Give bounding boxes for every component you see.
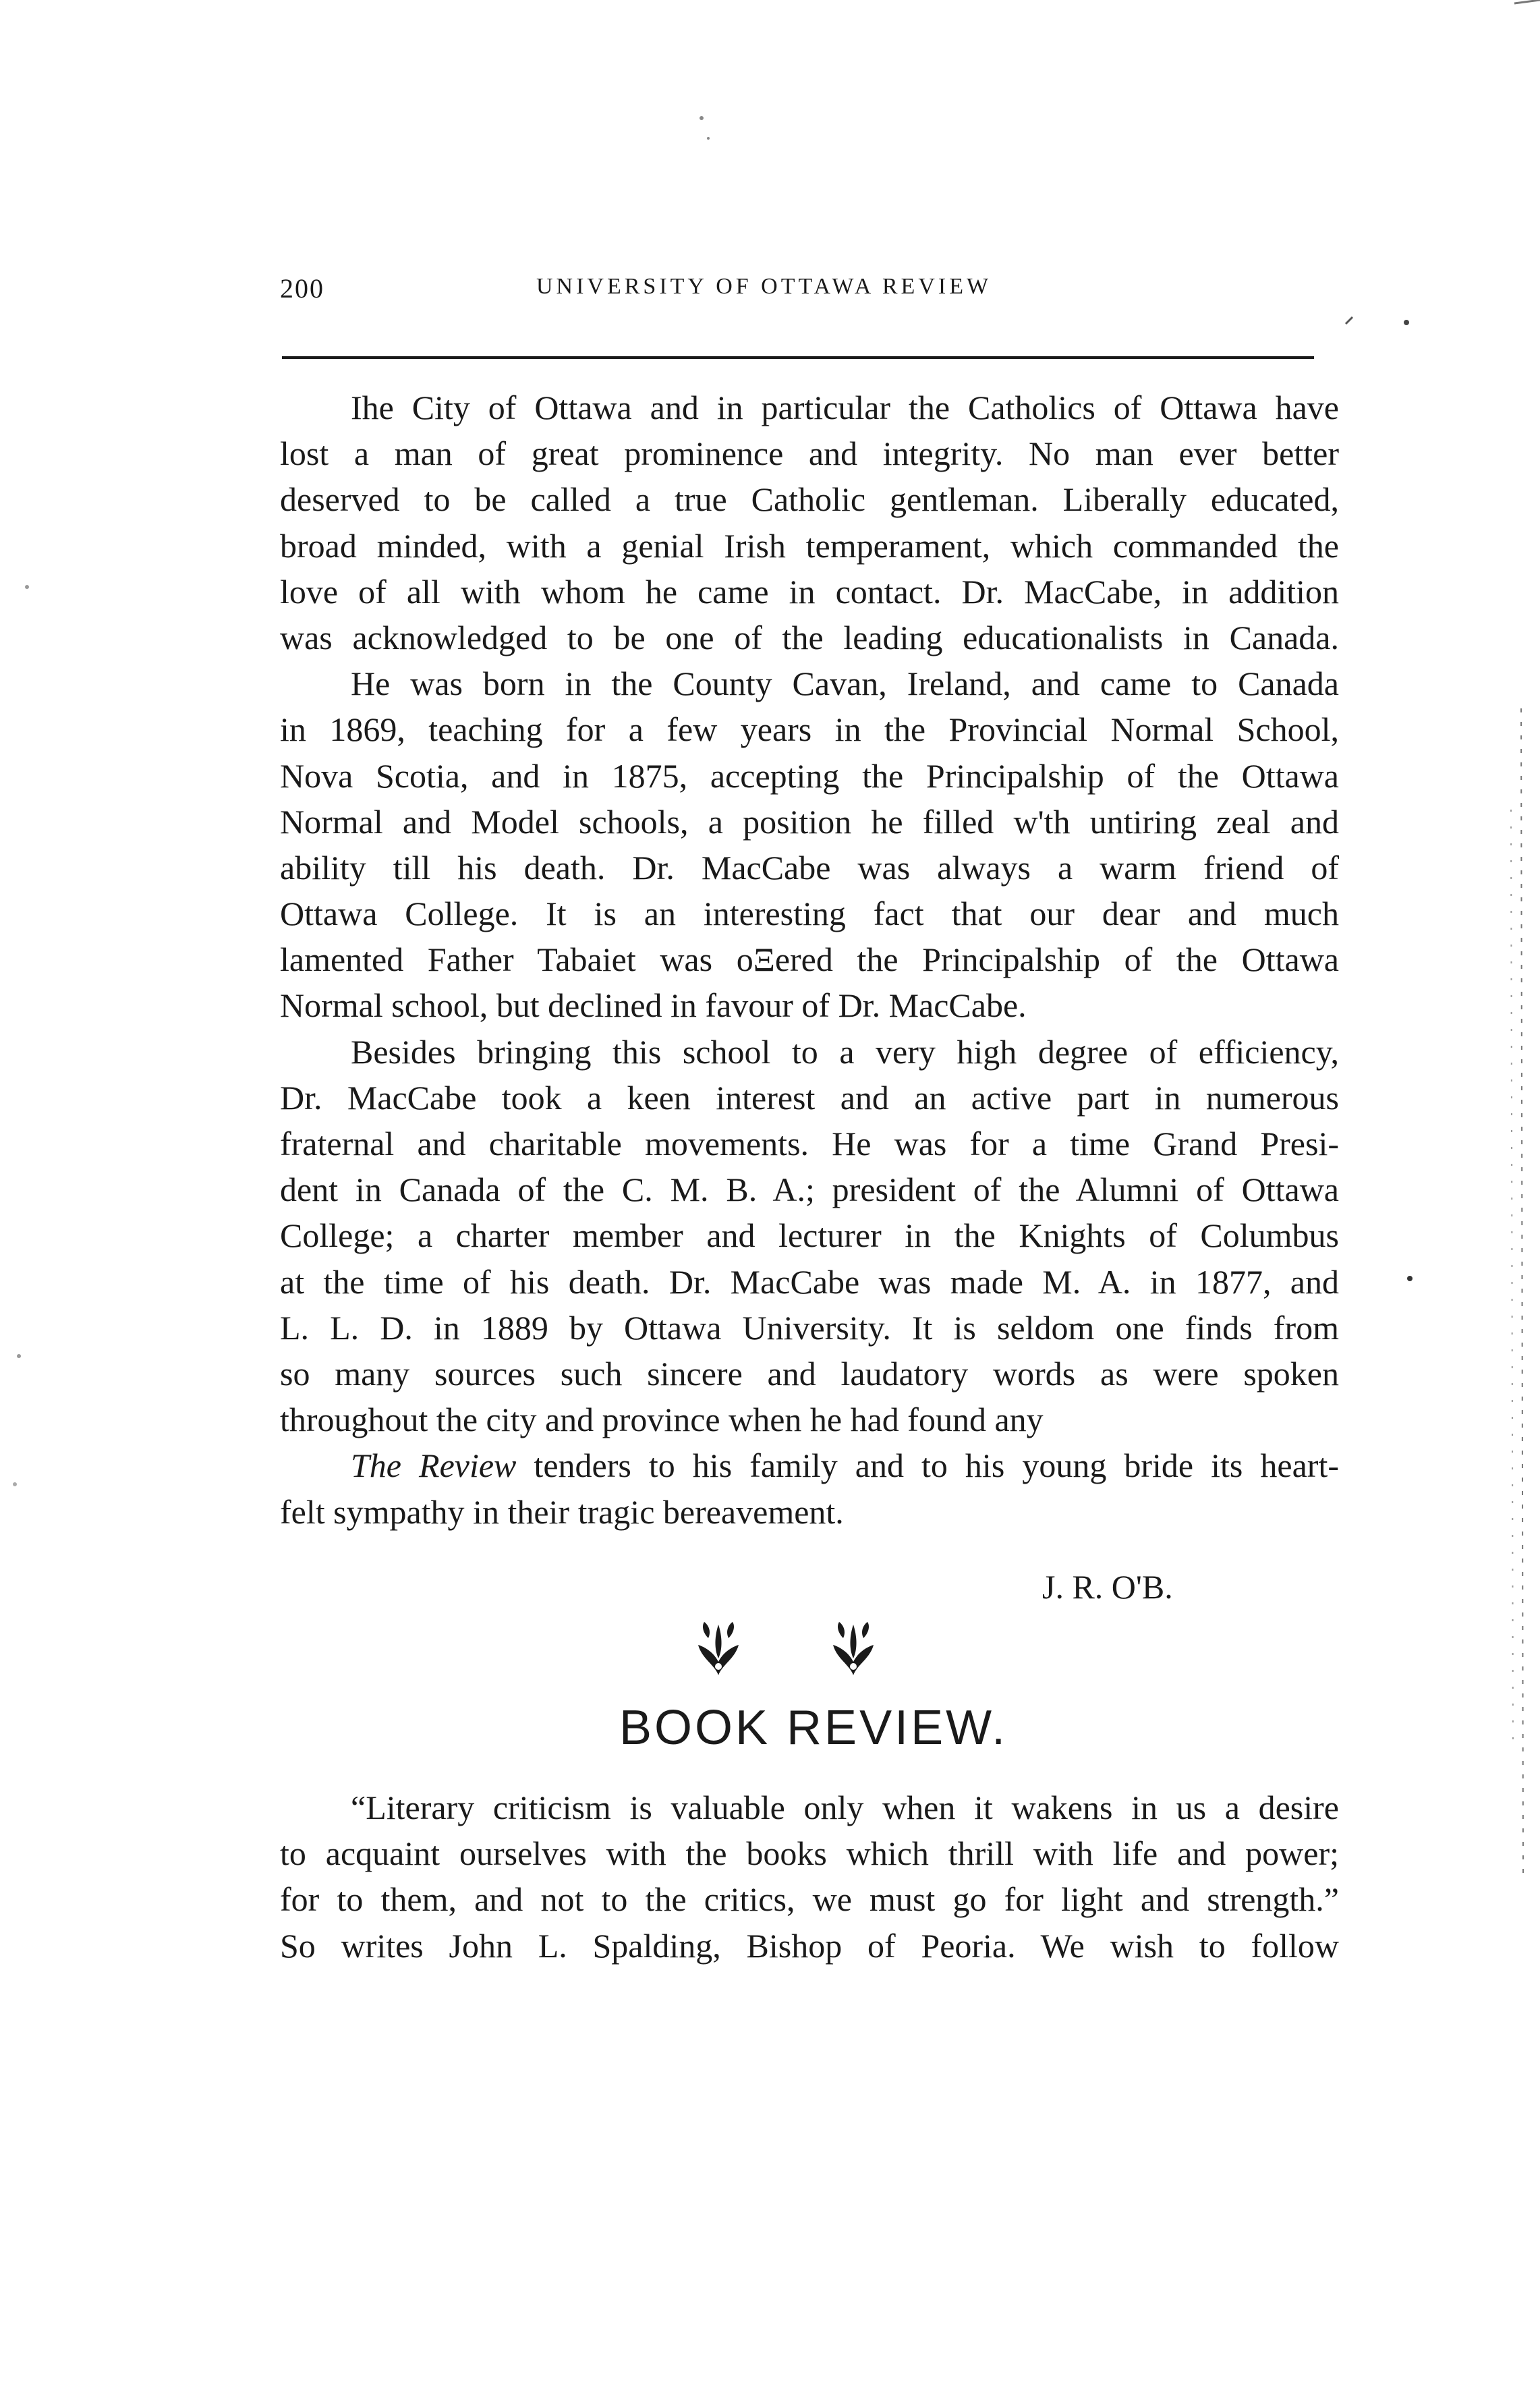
text-line: Besides bringing this school to a very high degree of efficiency,: [351, 1032, 1339, 1071]
text-line: “Literary criticism is valuable only when it wakens in us a desire: [351, 1789, 1339, 1826]
fleuron-icon: [823, 1618, 884, 1679]
text-line: at the time of his death. Dr. MacCabe was made M. A. in 1877, and: [280, 1262, 1339, 1301]
obituary-text: [280, 385, 1339, 1535]
text-line: was acknowledged to be one of the leading educationalists in Canada.: [280, 618, 1339, 656]
book-review-text: [280, 1785, 1339, 1969]
text-line: in 1869, teaching for a few years in the Provincial Normal School,: [280, 710, 1339, 749]
text-line: dent in Canada of the C. M. B. A.; president of the Alumni of Ottawa: [280, 1171, 1339, 1209]
text-line: Ihe City of Ottawa and in particular the Catholics of Ottawa have: [351, 389, 1339, 426]
running-title: UNIVERSITY OF OTTAWA REVIEW: [536, 274, 992, 299]
text-line: ability till his death. Dr. MacCabe was always a warm friend of: [280, 848, 1339, 887]
text-line: Ottawa College. It is an interesting fact that our dear and much: [280, 895, 1339, 933]
review-title-italic: The Review: [351, 1447, 517, 1485]
text-line: So writes John L. Spalding, Bishop of Peoria. We wish to follow: [280, 1926, 1339, 1965]
text-line: fraternal and charitable movements. He was for a time Grand Presi-: [280, 1125, 1339, 1163]
text-line: [280, 1442, 1339, 1488]
section-ornaments: [675, 1618, 911, 1685]
page-number: 200: [280, 273, 324, 304]
text-line-rest: tenders to his family and to his young bride its heart-: [534, 1447, 1339, 1485]
text-line: broad minded, with a genial Irish temperament, which commanded the: [280, 526, 1339, 565]
fleuron-icon: [688, 1618, 749, 1679]
text-line: deserved to be called a true Catholic gentleman. Liberally educated,: [280, 480, 1339, 519]
text-line: throughout the city and province when he had found any: [280, 1401, 1044, 1439]
text-line: felt sympathy in their tragic bereavement.: [280, 1492, 844, 1531]
author-signature: J. R. O'B.: [1042, 1568, 1173, 1606]
text-line: lamented Father Tabaiet was oΞered the Principalship of the Ottawa: [280, 940, 1339, 979]
header-rule: [282, 356, 1314, 359]
text-line: College; a charter member and lecturer in the Knights of Columbus: [280, 1216, 1339, 1255]
text-line: He was born in the County Cavan, Ireland, and came to Canada: [351, 665, 1339, 703]
section-heading: BOOK REVIEW.: [619, 1701, 1008, 1755]
text-line: so many sources such sincere and laudatory words as were spoken: [280, 1354, 1339, 1393]
text-line: love of all with whom he came in contact. Dr. MacCabe, in addition: [280, 572, 1339, 611]
page-header: [280, 269, 1319, 309]
text-line: L. L. D. in 1889 by Ottawa University. It is seldom one finds from: [280, 1308, 1339, 1347]
text-line: Normal school, but declined in favour of Dr. MacCabe.: [280, 986, 1027, 1025]
text-line: to acquaint ourselves with the books which thrill with life and power;: [280, 1834, 1339, 1873]
text-line: Dr. MacCabe took a keen interest and an active part in numerous: [280, 1078, 1339, 1117]
text-line: lost a man of great prominence and integrity. No man ever better: [280, 434, 1339, 473]
text-line: Normal and Model schools, a position he filled w'th untiring zeal and: [280, 802, 1339, 841]
text-line: Nova Scotia, and in 1875, accepting the Principalship of the Ottawa: [280, 756, 1339, 795]
text-line: for to them, and not to the critics, we must go for light and strength.”: [280, 1880, 1339, 1919]
